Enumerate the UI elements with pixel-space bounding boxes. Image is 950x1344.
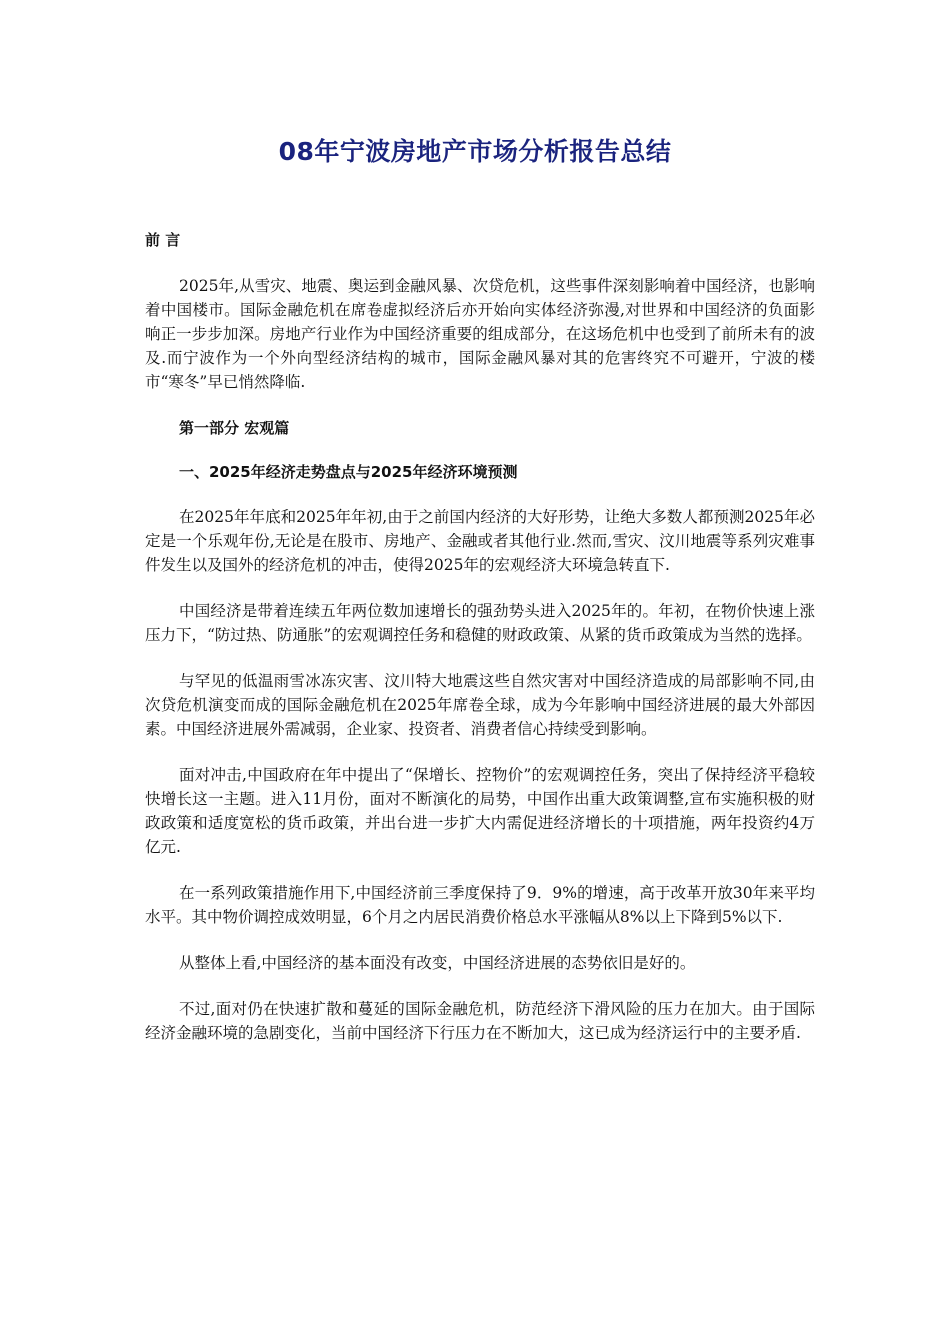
paragraph: 在一系列政策措施作用下,中国经济前三季度保持了9．9%的增速，高于改革开放30年来平均水平。其中物价调控成效明显，6个月之内居民消费价格总水平涨幅从8%以上下降到5%以下. <box>145 884 815 926</box>
paragraph: 中国经济是带着连续五年两位数加速增长的强劲势头进入2025年的。年初，在物价快速上涨压力下，“防过热、防通胀”的宏观调控任务和稳健的财政政策、从紧的货币政策成为当然的选择。 <box>145 602 815 644</box>
preface-heading: 前 言 <box>145 231 181 249</box>
paragraph: 与罕见的低温雨雪冰冻灾害、汶川特大地震这些自然灾害对中国经济造成的局部影响不同,由次贷危机演变而成的国际金融危机在2025年席卷全球，成为今年影响中国经济进展的最大外部因素。中国经济进展外需减弱，企业家、投资者、消费者信心持续受到影响。 <box>145 672 815 738</box>
paragraph: 从整体上看,中国经济的基本面没有改变，中国经济进展的态势依旧是好的。 <box>179 954 696 972</box>
paragraph: 在2025年年底和2025年年初,由于之前国内经济的大好形势，让绝大多数人都预测2025年必定是一个乐观年份,无论是在股市、房地产、金融或者其他行业.然而,雪灾、汶川地震等系列灾难事件发生以及国外的经济危机的冲击，使得2025年的宏观经济大环境急转直下. <box>145 508 815 574</box>
preface-paragraph: 2025年,从雪灾、地震、奥运到金融风暴、次贷危机，这些事件深刻影响着中国经济，也影响着中国楼市。国际金融危机在席卷虚拟经济后亦开始向实体经济弥漫,对世界和中国经济的负面影响正一步步加深。房地产行业作为中国经济重要的组成部分，在这场危机中也受到了前所未有的波及.而宁波作为一个外向型经济结构的城市，国际金融风暴对其的危害终究不可避开，宁波的楼市“寒冬”早已悄然降临. <box>145 277 815 391</box>
part-heading: 第一部分 宏观篇 <box>179 419 290 437</box>
paragraph: 不过,面对仍在快速扩散和蔓延的国际金融危机，防范经济下滑风险的压力在加大。由于国际经济金融环境的急剧变化，当前中国经济下行压力在不断加大，这已成为经济运行中的主要矛盾. <box>145 1000 815 1042</box>
section-heading: 一、2025年经济走势盘点与2025年经济环境预测 <box>179 463 518 481</box>
paragraph: 面对冲击,中国政府在年中提出了“保增长、控物价”的宏观调控任务，突出了保持经济平稳较快增长这一主题。进入11月份，面对不断演化的局势，中国作出重大政策调整,宣布实施积极的财政政策和适度宽松的货币政策，并出台进一步扩大内需促进经济增长的十项措施，两年投资约4万亿元. <box>145 766 815 856</box>
document-body <box>145 228 815 1067</box>
document-title: 08年宁波房地产市场分析报告总结 <box>278 137 672 166</box>
